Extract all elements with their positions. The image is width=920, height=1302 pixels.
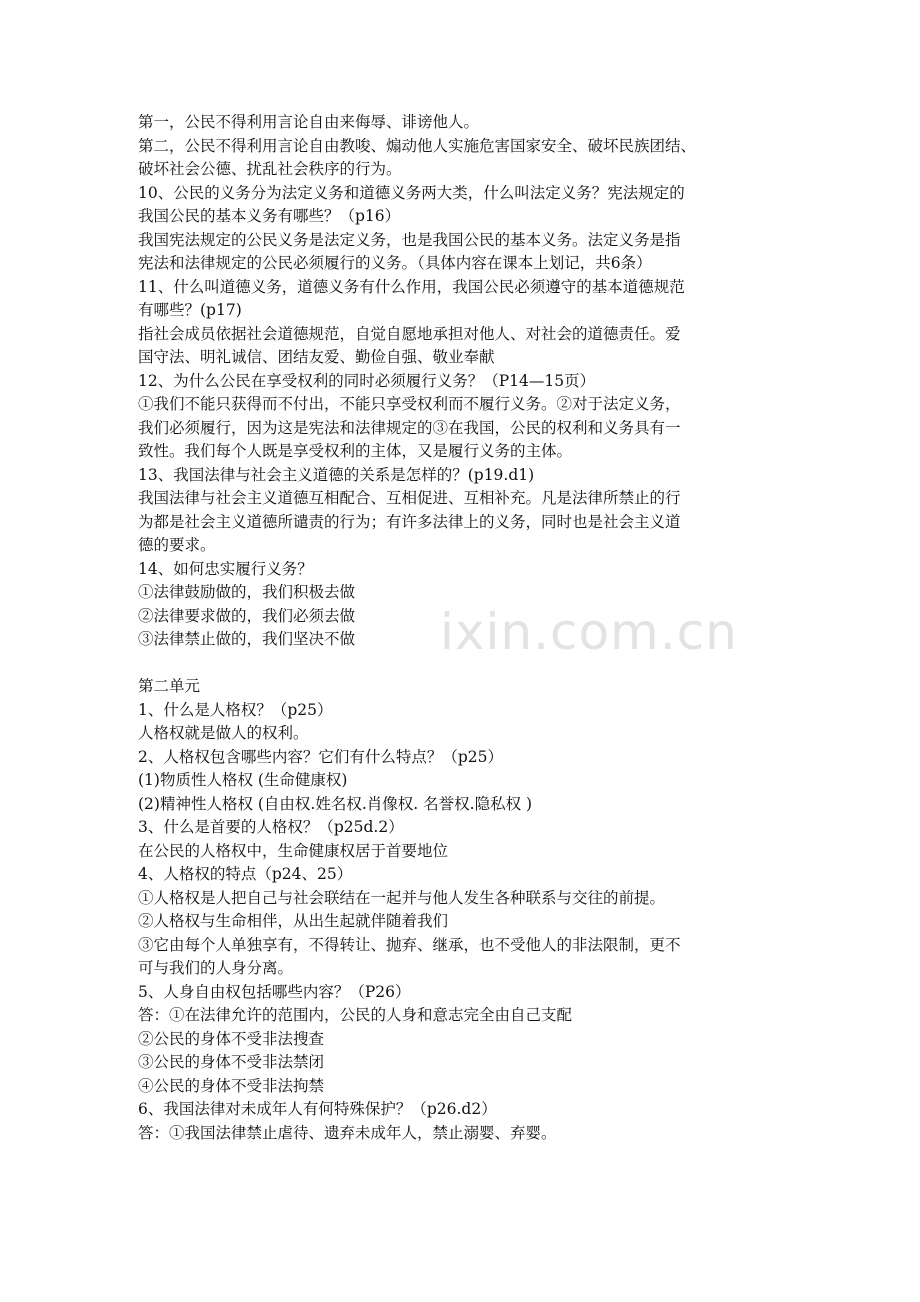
text-line: 国守法、明礼诚信、团结友爱、勤俭自强、敬业奉献 — [138, 348, 495, 366]
text-line: 有哪些？(p17) — [138, 301, 242, 319]
text-line: ②法律要求做的，我们必须去做 — [138, 606, 356, 625]
text-line: 人格权就是做人的权利。 — [138, 724, 309, 742]
text-line: ②人格权与生命相伴，从出生起就伴随着我们 — [138, 912, 449, 930]
text-line: 为都是社会主义道德所谴责的行为；有许多法律上的义务，同时也是社会主义道 — [138, 512, 681, 531]
text-line: 我国法律与社会主义道德互相配合、互相促进、互相补充。凡是法律所禁止的行 — [138, 489, 681, 507]
text-line: 我国宪法规定的公民义务是法定义务，也是我国公民的基本义务。法定义务是指 — [138, 230, 681, 249]
text-line: 10、公民的义务分为法定义务和道德义务两大类，什么叫法定义务？宪法规定的 — [138, 183, 685, 202]
text-line: 德的要求。 — [138, 536, 216, 554]
text-line: 在公民的人格权中，生命健康权居于首要地位 — [138, 841, 449, 860]
text-line: 答：①在法律允许的范围内，公民的人身和意志完全由自己支配 — [138, 1006, 573, 1024]
text-line: 3、什么是首要的人格权？（p25d.2） — [138, 818, 404, 836]
text-line: ①我们不能只获得而不付出，不能只享受权利而不履行义务。②对于法定义务， — [138, 395, 681, 413]
text-line: (2)精神性人格权 (自由权.姓名权.肖像权. 名誉权.隐私权 ) — [138, 794, 533, 813]
text-line: ④公民的身体不受非法拘禁 — [138, 1076, 325, 1095]
text-line: 13、我国法律与社会主义道德的关系是怎样的？(p19.d1) — [138, 465, 535, 484]
text-line: 2、人格权包含哪些内容？它们有什么特点？（p25） — [138, 747, 504, 766]
text-line: ②公民的身体不受非法搜查 — [138, 1029, 325, 1048]
watermark-text: ixin.com.cn — [440, 603, 738, 661]
text-line: 宪法和法律规定的公民必须履行的义务。（具体内容在课本上划记，共6条） — [138, 254, 652, 272]
text-line: 第二单元 — [138, 677, 201, 695]
text-line: 我国公民的基本义务有哪些？（p16） — [138, 207, 401, 225]
text-line: ③它由每个人单独享有，不得转让、抛弃、继承，也不受他人的非法限制，更不 — [138, 935, 681, 954]
document-body — [138, 111, 788, 1145]
text-line: 指社会成员依据社会道德规范，自觉自愿地承担对他人、对社会的道德责任。爱 — [138, 324, 681, 343]
text-line: 可与我们的人身分离。 — [138, 959, 294, 977]
text-line: ③法律禁止做的，我们坚决不做 — [138, 630, 356, 648]
text-line: ①人格权是人把自己与社会联结在一起并与他人发生各种联系与交往的前提。 — [138, 888, 666, 907]
text-line: 致性。我们每个人既是享受权利的主体，又是履行义务的主体。 — [138, 442, 573, 460]
text-line: 5、人身自由权包括哪些内容？（P26） — [138, 982, 411, 1001]
text-line: 答：①我国法律禁止虐待、遗弃未成年人，禁止溺婴、弃婴。 — [138, 1123, 557, 1142]
text-line: 11、什么叫道德义务，道德义务有什么作用，我国公民必须遵守的基本道德规范 — [138, 277, 685, 296]
text-line: ③公民的身体不受非法禁闭 — [138, 1053, 325, 1071]
text-line: 1、什么是人格权？（p25） — [138, 700, 333, 719]
text-line: (1)物质性人格权 (生命健康权) — [138, 771, 348, 789]
text-line — [138, 652, 788, 676]
text-line: 第二，公民不得利用言论自由教唆、煽动他人实施危害国家安全、破坏民族团结、 — [138, 136, 697, 155]
text-line: 14、如何忠实履行义务？ — [138, 559, 313, 578]
text-line: 4、人格权的特点（p24、25） — [138, 865, 353, 883]
text-line: 12、为什么公民在享受权利的同时必须履行义务？（P14—15页） — [138, 371, 596, 390]
text-line: ①法律鼓励做的，我们积极去做 — [138, 583, 356, 601]
text-line: 我们必须履行，因为这是宪法和法律规定的③在我国，公民的权利和义务具有一 — [138, 418, 681, 437]
text-line: 破坏社会公德、扰乱社会秩序的行为。 — [138, 160, 402, 178]
text-line: 6、我国法律对未成年人有何特殊保护？（p26.d2） — [138, 1100, 497, 1118]
text-line: 第一，公民不得利用言论自由来侮辱、诽谤他人。 — [138, 113, 480, 131]
